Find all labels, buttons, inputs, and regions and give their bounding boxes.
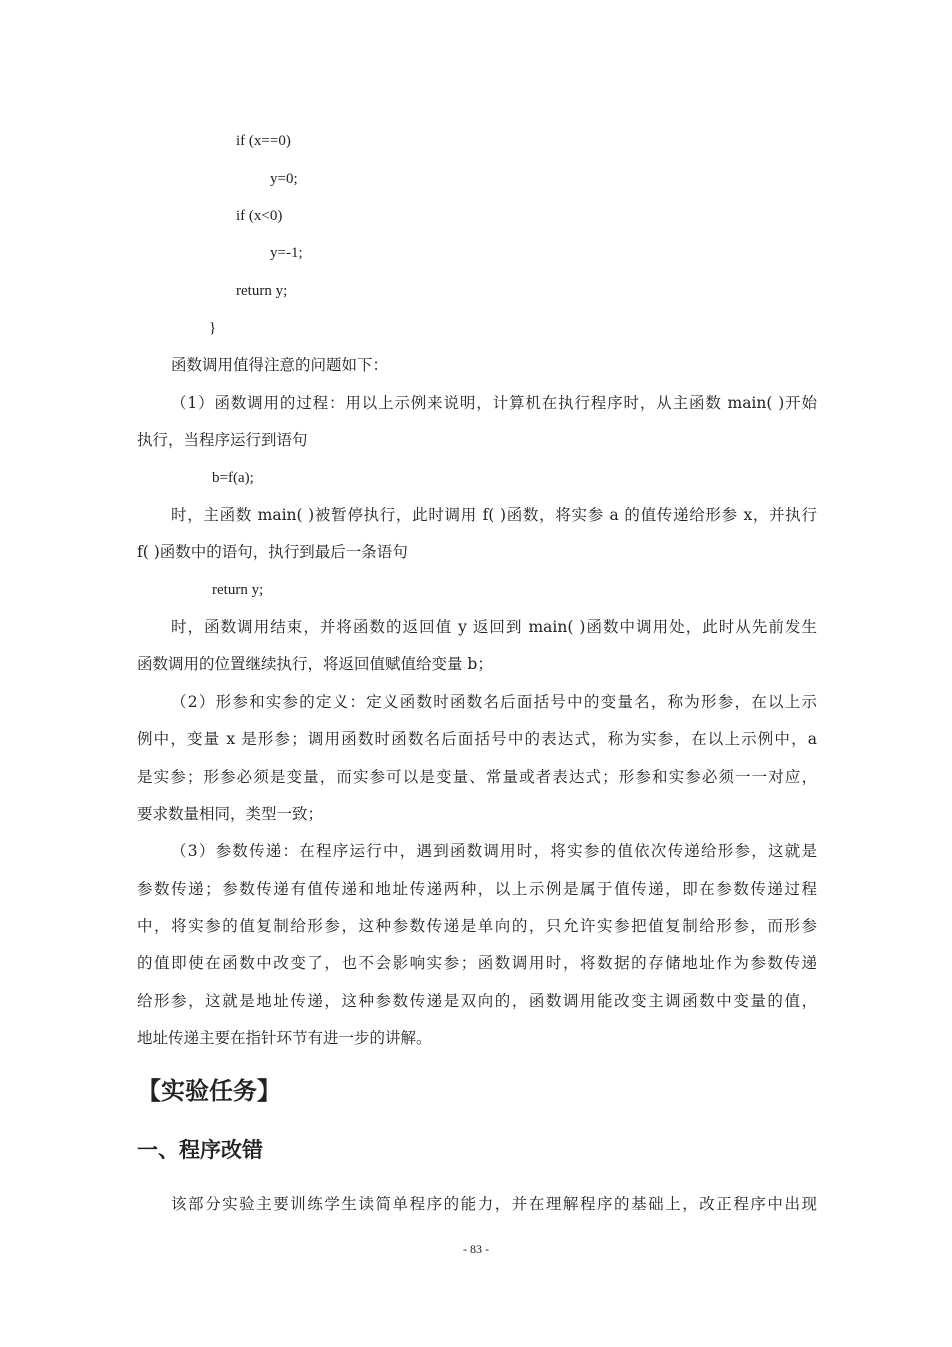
para3-line1: （3）参数传递：在程序运行中，遇到函数调用时，将实参的值依次传递给形参，这就是 (171, 842, 817, 860)
code-line-close-brace: } (209, 320, 217, 336)
para3-line3: 中，将实参的值复制给形参，这种参数传递是单向的，只允许实参把值复制给形参，而形参 (137, 917, 817, 935)
para2-line3: 是实参；形参必须是变量，而实参可以是变量、常量或者表达式；形参和实参必须一一对应， (137, 768, 817, 786)
code-b-eq-fa: b=f(a); (212, 470, 254, 486)
para2-line1: （2）形参和实参的定义：定义函数时函数名后面括号中的变量名，称为形参，在以上示 (171, 693, 817, 711)
heading-program-correction: 一、程序改错 (137, 1138, 263, 1162)
para3-line5: 给形参，这就是地址传递，这种参数传递是双向的，函数调用能改变主调函数中变量的值， (137, 992, 817, 1010)
code-line-return-y: return y; (236, 283, 288, 299)
para3-line6: 地址传递主要在指针环节有进一步的讲解。 (137, 1029, 432, 1047)
code-line-y-0: y=0; (270, 171, 298, 187)
para1-line6: 函数调用的位置继续执行，将返回值赋值给变量 b； (137, 655, 493, 673)
code-return-y-2: return y; (212, 582, 264, 598)
section-intro-line: 该部分实验主要训练学生读简单程序的能力，并在理解程序的基础上，改正程序中出现 (171, 1195, 817, 1213)
para1-line1: （1）函数调用的过程：用以上示例来说明，计算机在执行程序时，从主函数 main( )开始 (171, 394, 817, 412)
code-line-if-x-lt-0: if (x<0) (236, 208, 283, 224)
para1-line2: 执行，当程序运行到语句 (137, 431, 308, 449)
para1-line5: 时，函数调用结束，并将函数的返回值 y 返回到 main( )函数中调用处，此时从先前发生 (171, 618, 817, 636)
page-number: - 83 - (463, 1242, 489, 1256)
para1-line3: 时，主函数 main( )被暂停执行，此时调用 f( )函数，将实参 a 的值传递给形参 x，并执行 (171, 506, 817, 524)
para1-line4: f( )函数中的语句，执行到最后一条语句 (137, 543, 408, 561)
code-line-y-neg1: y=-1; (270, 245, 303, 261)
para3-line2: 参数传递；参数传递有值传递和地址传递两种，以上示例是属于值传递，即在参数传递过程 (137, 880, 817, 898)
intro-text: 函数调用值得注意的问题如下： (171, 356, 389, 374)
code-line-if-x-eq-0: if (x==0) (236, 133, 291, 149)
heading-experiment-task: 【实验任务】 (137, 1077, 281, 1105)
para3-line4: 的值即使在函数中改变了，也不会影响实参；函数调用时，将数据的存储地址作为参数传递 (137, 954, 817, 972)
para2-line4: 要求数量相同，类型一致； (137, 805, 324, 823)
para2-line2: 例中，变量 x 是形参；调用函数时函数名后面括号中的表达式，称为实参，在以上示例中，a (137, 730, 817, 748)
